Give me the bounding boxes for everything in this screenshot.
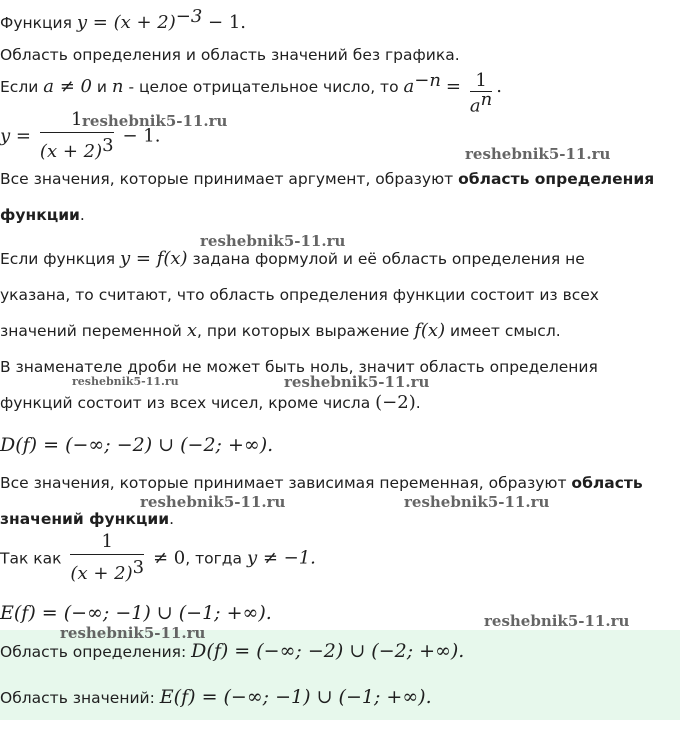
denominator-pre: функций состоит из всех чисел, кроме числа [0, 394, 371, 412]
range-def-line2 [0, 508, 174, 530]
since-den-exp: 3 [132, 557, 145, 578]
title-formula: y = (x + 2) [76, 12, 176, 34]
since-den [70, 555, 144, 587]
title-tail: − 1. [202, 12, 247, 34]
watermark: reshebnik5-11.ru [140, 493, 286, 511]
subtitle: Область определения и область значений без графика. [0, 46, 460, 64]
denominator-line2 [0, 392, 421, 414]
watermark: reshebnik5-11.ru [484, 612, 630, 630]
since-num: 1 [70, 530, 144, 555]
title-line [0, 6, 246, 34]
rule-lhs-exponent: −n [414, 70, 441, 91]
range-def-end: . [169, 510, 175, 528]
rule-fraction [469, 70, 493, 117]
domain-def-line2 [0, 204, 85, 226]
rule-den-exp: n [480, 89, 493, 111]
rule-lhs: a [403, 76, 415, 98]
range-result: E(f) = (−∞; −1) ∪ (−1; +∞). [0, 602, 272, 624]
rule-frac-den [469, 89, 493, 117]
watermark: reshebnik5-11.ru [200, 232, 346, 250]
formula1-den-base: (x + 2) [39, 141, 103, 163]
watermark: reshebnik5-11.ru [82, 112, 228, 130]
watermark: reshebnik5-11.ru [60, 624, 206, 642]
since-pre: Так как [0, 549, 62, 568]
answer-domain-label: Область определения: [0, 643, 187, 661]
domain-def-end: . [79, 206, 85, 224]
rule-line [0, 70, 502, 117]
domain-rule-post: задана формулой и её область определения не [192, 250, 585, 268]
denominator-line1: В знаменателе дроби не может быть ноль, значит область определения [0, 358, 598, 376]
since-ne: ≠ 0 [153, 547, 186, 569]
answer-range-value: E(f) = (−∞; −1) ∪ (−1; +∞). [159, 686, 432, 708]
domain-rule-line1 [0, 248, 585, 270]
formula1-lhs: y = [0, 125, 31, 147]
since-result: y ≠ −1. [246, 547, 316, 569]
watermark: reshebnik5-11.ru [465, 145, 611, 163]
range-def-bold1: область [571, 474, 643, 492]
domain-def-bold2: функции [0, 206, 80, 224]
denominator-end: . [415, 394, 421, 412]
domain-rule-line3 [0, 320, 561, 342]
answer-domain-value: D(f) = (−∞; −2) ∪ (−2; +∞). [191, 640, 465, 662]
rule-prefix: Если [0, 78, 39, 97]
domain-rule-pre: Если функция [0, 250, 116, 268]
range-def-text: Все значения, которые принимает зависимая переменная, образуют [0, 474, 567, 492]
domain-rule-l3-mid: , при которых выражение [196, 322, 410, 340]
title-exponent: −3 [175, 6, 203, 27]
range-def-bold2: значений функции [0, 510, 170, 528]
domain-def-text: Все значения, которые принимает аргумент, образуют [0, 170, 454, 188]
formula1-den [40, 133, 114, 165]
rule-middle: - целое отрицательное число, то [128, 78, 399, 97]
since-post: , тогда [185, 549, 242, 568]
domain-rule-fx: f(x) [414, 320, 446, 341]
domain-rule-x: x [186, 320, 197, 341]
since-line [0, 530, 316, 588]
rule-den-base: a [469, 95, 481, 117]
rule-end: . [496, 76, 502, 98]
domain-rule-l3-post: имеет смысл. [450, 322, 561, 340]
answer-domain [0, 640, 464, 663]
denominator-number: (−2) [375, 392, 416, 413]
rule-a-nonzero: a ≠ 0 [43, 76, 92, 98]
range-def-line1 [0, 472, 643, 494]
formula1-den-exp: 3 [102, 135, 114, 156]
watermark: reshebnik5-11.ru [72, 375, 179, 388]
answer-range-label: Область значений: [0, 689, 155, 707]
since-den-base: (x + 2) [70, 563, 133, 585]
answer-range [0, 686, 432, 709]
title-prefix: Функция [0, 14, 72, 33]
domain-result: D(f) = (−∞; −2) ∪ (−2; +∞). [0, 434, 274, 456]
domain-rule-line2: указана, то считают, что область определения функции состоит из всех [0, 286, 599, 304]
rule-n: n [111, 76, 124, 98]
watermark: reshebnik5-11.ru [284, 373, 430, 391]
domain-rule-f: y = f(x) [120, 248, 188, 269]
domain-def-bold1: область определения [458, 170, 655, 188]
rule-and: и [96, 78, 107, 97]
rule-frac-num: 1 [470, 71, 492, 92]
domain-rule-l3-pre: значений переменной [0, 322, 182, 340]
rule-eq: = [445, 76, 461, 98]
watermark: reshebnik5-11.ru [404, 493, 550, 511]
domain-def-line1 [0, 168, 654, 190]
formula1-num: 1 [40, 108, 114, 133]
since-fraction [70, 530, 144, 587]
formula1-tail: − 1. [122, 125, 161, 147]
